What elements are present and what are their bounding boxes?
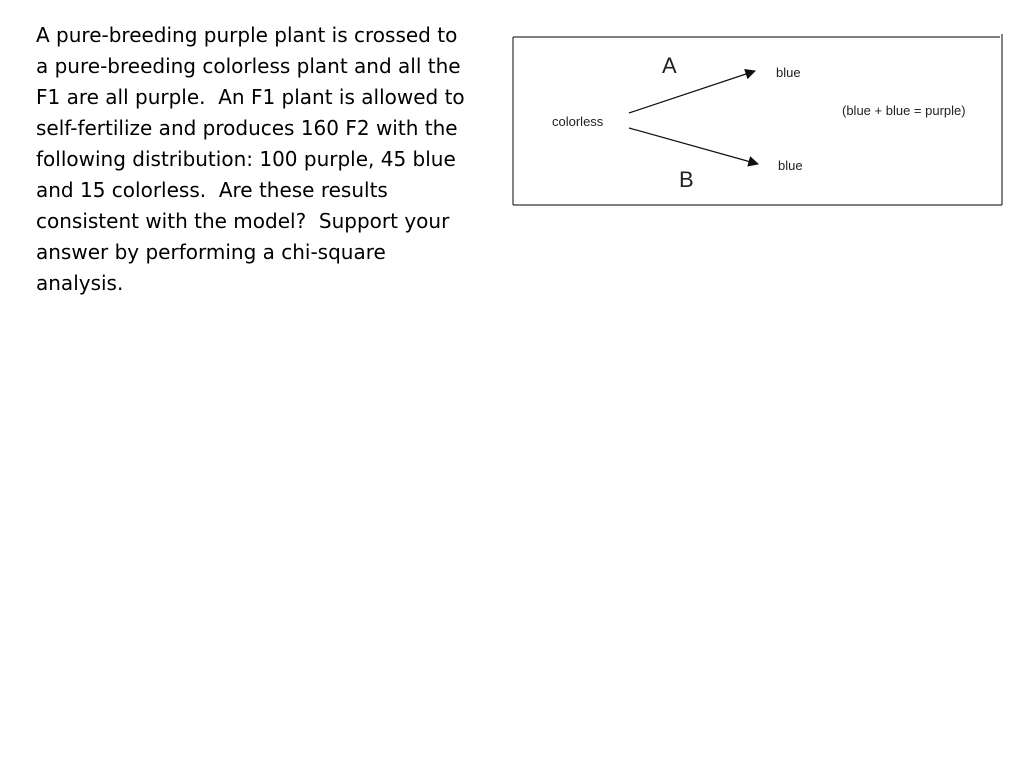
arrow-a	[629, 71, 755, 113]
question-line-2: a pure-breeding colorless plant and all the	[36, 54, 461, 78]
question-text	[36, 20, 486, 299]
label-blue-top: blue	[776, 65, 801, 80]
pathway-diagram	[512, 30, 1006, 210]
label-gene-a: A	[662, 53, 677, 78]
label-colorless: colorless	[552, 114, 604, 129]
question-line-1: A pure-breeding purple plant is crossed to	[36, 23, 458, 47]
question-line-6: and 15 colorless. Are these results	[36, 178, 388, 202]
label-gene-b: B	[679, 167, 694, 192]
question-line-3: F1 are all purple. An F1 plant is allowed to	[36, 85, 465, 109]
pathway-diagram-svg	[512, 30, 1006, 210]
label-combination-note: (blue + blue = purple)	[842, 103, 966, 118]
label-blue-bottom: blue	[778, 158, 803, 173]
question-line-5: following distribution: 100 purple, 45 blue	[36, 147, 456, 171]
question-line-4: self-fertilize and produces 160 F2 with the	[36, 116, 458, 140]
question-line-8: answer by performing a chi-square	[36, 240, 386, 264]
question-line-9: analysis.	[36, 271, 124, 295]
arrow-b	[629, 128, 758, 164]
question-line-7: consistent with the model? Support your	[36, 209, 450, 233]
